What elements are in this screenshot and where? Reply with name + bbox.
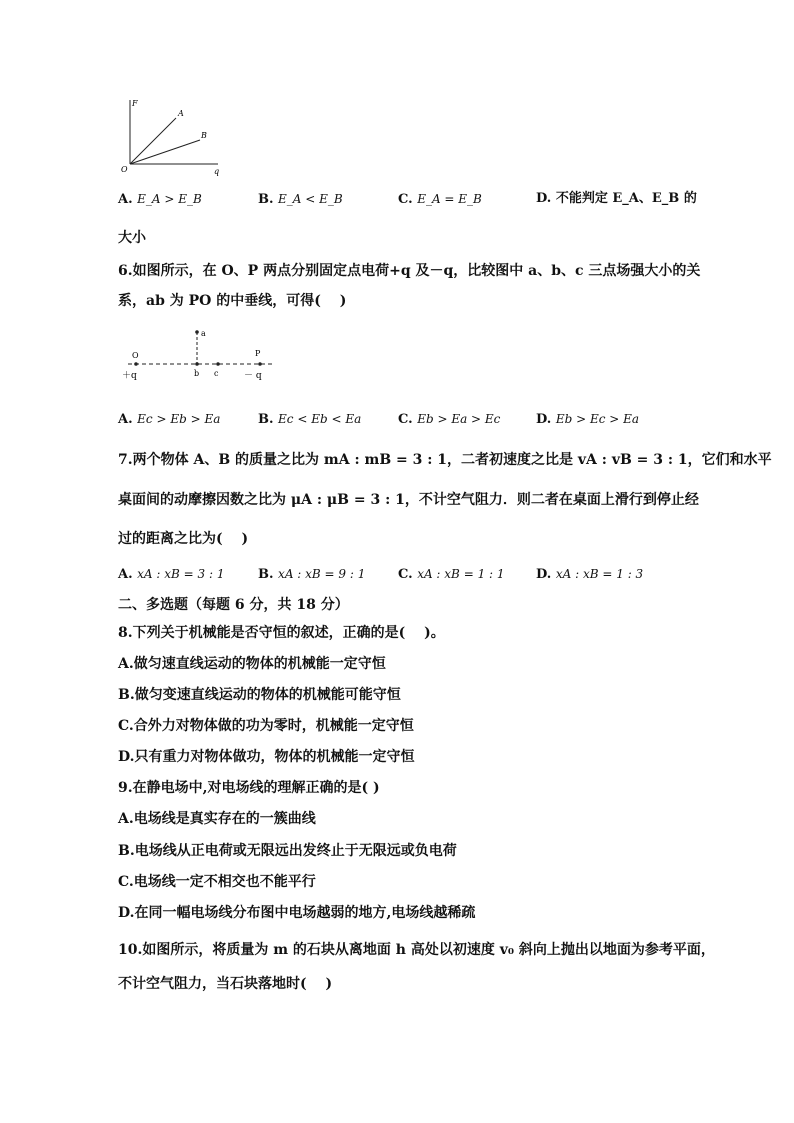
- option-letter: D.: [536, 567, 552, 582]
- option-text: E_A < E_B: [278, 192, 343, 206]
- q8-option-d: D.只有重力对物体做功，物体的机械能一定守恒: [118, 749, 415, 765]
- option-text: Ec < Eb < Ea: [278, 412, 362, 426]
- section-heading: 二、多选题（每题 6 分，共 18 分）: [118, 597, 349, 613]
- q7-stem-line1: 7.两个物体 A、B 的质量之比为 mA : mB = 3 : 1，二者初速度之比是 vA : vB = 3 : 1，它们和水平: [118, 452, 772, 468]
- q9-option-d: D.在同一幅电场线分布图中电场越弱的地方,电场线越稀疏: [118, 905, 476, 921]
- option-text: xA : xB = 3 : 1: [137, 567, 225, 581]
- point-c: [216, 362, 220, 366]
- q7-option-c: [398, 565, 505, 584]
- option-letter: C.: [398, 412, 413, 427]
- option-letter: B.: [258, 567, 274, 582]
- label-minus-q: － q: [244, 371, 262, 381]
- point-p: [258, 362, 262, 366]
- option-letter: B.: [258, 412, 274, 427]
- option-text: Ec > Eb > Ea: [137, 412, 221, 426]
- label-o: O: [132, 351, 139, 360]
- line-a-label: A: [178, 109, 184, 118]
- line-a: [130, 118, 176, 164]
- q9-option-a: A.电场线是真实存在的一簇曲线: [118, 811, 316, 827]
- q9-option-b: B.电场线从正电荷或无限远出发终止于无限远或负电荷: [118, 843, 457, 859]
- option-letter: B.: [258, 192, 274, 207]
- option-text: 不能判定 E_A、E_B 的: [555, 191, 697, 206]
- option-letter: C.: [398, 192, 413, 207]
- q5-option-c: [398, 190, 482, 209]
- option-text: xA : xB = 1 : 3: [555, 567, 644, 581]
- f-q-graph: [118, 96, 228, 178]
- option-text: E_A = E_B: [417, 192, 482, 206]
- q9-stem: 9.在静电场中,对电场线的理解正确的是( ): [118, 780, 380, 796]
- origin-label: O: [121, 165, 128, 174]
- q5-option-b: [258, 190, 343, 209]
- q8-option-c: C.合外力对物体做的功为零时，机械能一定守恒: [118, 718, 414, 734]
- point-o: [134, 362, 138, 366]
- q8-stem: 8.下列关于机械能是否守恒的叙述，正确的是( )。: [118, 625, 445, 641]
- q8-option-b: B.做匀变速直线运动的物体的机械能可能守恒: [118, 687, 401, 703]
- label-b: b: [194, 369, 200, 378]
- option-text: Eb > Ec > Ea: [555, 412, 640, 426]
- q7-option-d: [536, 565, 643, 584]
- label-c: c: [214, 369, 219, 378]
- q6-option-c: [398, 410, 500, 429]
- option-text: E_A > E_B: [137, 192, 202, 206]
- option-letter: A.: [118, 412, 133, 427]
- q7-option-a: [118, 565, 224, 584]
- option-letter: A.: [118, 192, 133, 207]
- q5-option-d: [536, 190, 697, 208]
- option-letter: D.: [536, 412, 552, 427]
- q6-stem-line1: 6.如图所示，在 O、P 两点分别固定点电荷+q 及－q，比较图中 a、b、c 三点场强大小的关: [118, 263, 701, 279]
- q7-stem-line3: 过的距离之比为( ): [118, 531, 249, 547]
- option-letter: A.: [118, 567, 133, 582]
- line-b-label: B: [201, 131, 207, 140]
- x-axis-label: q: [214, 167, 220, 176]
- option-text: Eb > Ea > Ec: [417, 412, 501, 426]
- q6-option-b: [258, 410, 361, 429]
- option-letter: D.: [536, 191, 552, 206]
- point-a: [195, 330, 199, 334]
- option-text: xA : xB = 9 : 1: [278, 567, 366, 581]
- q10-stem-line1: 10.如图所示，将质量为 m 的石块从离地面 h 高处以初速度 v₀ 斜向上抛出以地面为参考平面，: [118, 942, 715, 958]
- q9-option-c: C.电场线一定不相交也不能平行: [118, 874, 316, 890]
- q7-stem-line2: 桌面间的动摩擦因数之比为 μA : μB = 3 : 1，不计空气阻力．则二者在桌面上滑行到停止经: [118, 492, 699, 508]
- option-letter: C.: [398, 567, 413, 582]
- q6-stem-line2: 系，ab 为 PO 的中垂线，可得( ): [118, 293, 347, 309]
- label-a: a: [201, 329, 206, 338]
- q6-option-d: [536, 410, 639, 429]
- q5-option-d-wrap: 大小: [118, 230, 146, 246]
- label-plus-q: ＋q: [122, 371, 137, 381]
- q6-option-a: [118, 410, 220, 429]
- charge-figure: [118, 326, 278, 382]
- option-text: xA : xB = 1 : 1: [417, 567, 505, 581]
- line-b: [130, 140, 200, 164]
- q7-option-b: [258, 565, 365, 584]
- q8-option-a: A.做匀速直线运动的物体的机械能一定守恒: [118, 656, 386, 672]
- y-axis-label: F: [132, 99, 138, 108]
- q10-stem-line2: 不计空气阻力，当石块落地时( ): [118, 976, 333, 992]
- q5-option-a: [118, 190, 202, 209]
- label-p: P: [255, 349, 261, 358]
- point-b: [195, 362, 199, 366]
